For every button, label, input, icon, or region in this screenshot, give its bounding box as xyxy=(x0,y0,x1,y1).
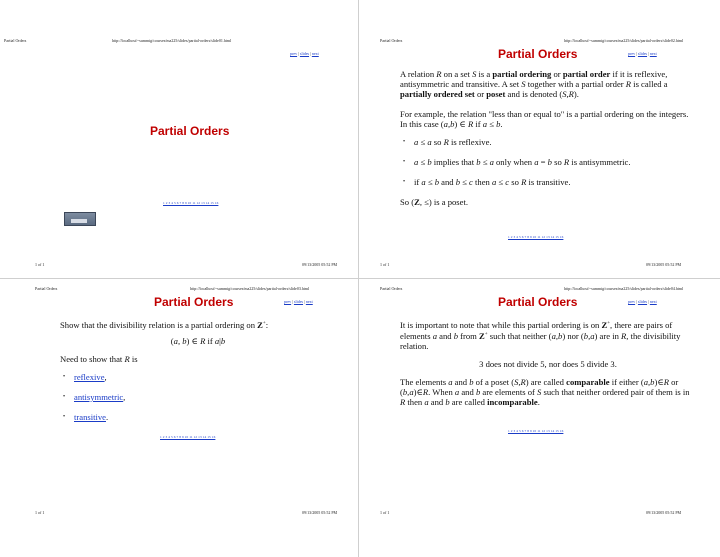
definition-paragraph: A relation R on a set S is a partial ordering or partial order if it is reflexive, antisymmetric and transitive. A set S together with a partial order R is called a partially ordered set or poset and is denoted (S,R). xyxy=(400,69,668,99)
page-number-links[interactable]: 1 2 3 4 5 6 7 8 9 10 11 12 13 14 15 16 xyxy=(508,235,564,239)
prev-link[interactable]: prev xyxy=(290,51,298,56)
next-link[interactable]: next xyxy=(311,51,319,56)
property-link-list xyxy=(60,372,336,422)
slide-nav: prev | slides | next xyxy=(628,51,657,56)
page-number-links[interactable]: 1 2 3 4 5 6 7 8 9 10 11 12 13 14 15 16 xyxy=(508,429,564,433)
slide-title: Partial Orders xyxy=(498,47,578,61)
list-item: • antisymmetric, xyxy=(60,392,336,402)
footer-page-count: 1 of 1 xyxy=(35,510,45,515)
slide-title: Partial Orders xyxy=(154,295,234,309)
header-title: Partial Orders xyxy=(4,38,27,43)
header-url: http://localhost/~summig/courses/ma225/slides/partial-orders/slide03.html xyxy=(190,286,310,291)
slide-thumbnail-icon[interactable] xyxy=(64,212,96,226)
slides-link[interactable]: slides xyxy=(637,51,648,56)
page-number-links[interactable]: 1 2 3 4 5 6 7 8 9 10 11 12 13 14 15 16 xyxy=(163,201,219,205)
list-item: • transitive. xyxy=(60,412,336,422)
slide-nav: prev | slides | next xyxy=(284,299,313,304)
intro-paragraph: Show that the divisibility relation is a partial ordering on Z+: xyxy=(60,319,269,330)
list-item: • a ≤ a so R is reflexive. xyxy=(400,137,696,147)
property-list xyxy=(400,137,696,187)
slide-body xyxy=(60,319,336,432)
slide-nav: prev | slides | next xyxy=(290,51,319,56)
list-item: • reflexive, xyxy=(60,372,336,382)
page-3 xyxy=(0,248,340,515)
header-title: Partial Orders xyxy=(35,286,58,291)
transitive-link[interactable]: transitive xyxy=(74,411,106,422)
print-header xyxy=(360,38,700,46)
header-url: http://localhost/~summig/courses/ma225/slides/partial-orders/slide04.html xyxy=(564,286,684,291)
slide-title: Partial Orders xyxy=(498,295,578,309)
next-link[interactable]: next xyxy=(305,299,313,304)
footer-datetime: 09/13/2005 05:52 PM xyxy=(646,510,682,515)
page-2 xyxy=(360,0,700,267)
comparability-paragraph: It is important to note that while this partial ordering is on Z+, there are pairs of elements a and b from Z+ such that neither (a,b) nor (b,a) are in R, the divisibility relation. xyxy=(400,319,681,351)
print-header xyxy=(0,286,340,294)
next-link[interactable]: next xyxy=(649,299,657,304)
header-title: Partial Orders xyxy=(380,286,403,291)
slide-body xyxy=(400,69,696,215)
prev-link[interactable]: prev xyxy=(628,51,636,56)
example-paragraph: For example, the relation "less than or equal to" is a partial ordering on the integers. In this case (a,b) ∈ R if a ≤ b. xyxy=(400,109,689,129)
next-link[interactable]: next xyxy=(649,51,657,56)
slide-title: Partial Orders xyxy=(150,124,230,138)
print-header xyxy=(0,38,340,46)
prev-link[interactable]: prev xyxy=(628,299,636,304)
horizontal-page-divider xyxy=(0,278,720,279)
list-item: • if a ≤ b and b ≤ c then a ≤ c so R is transitive. xyxy=(400,177,696,187)
reflexive-link[interactable]: reflexive xyxy=(74,371,105,382)
footer-page-count: 1 of 1 xyxy=(380,510,390,515)
slide-nav: prev | slides | next xyxy=(628,299,657,304)
slide-body xyxy=(400,319,696,415)
header-url: http://localhost/~summig/courses/ma225/slides/partial-orders/slide02.html xyxy=(564,38,684,43)
slides-link[interactable]: slides xyxy=(637,299,648,304)
definition-paragraph: The elements a and b of a poset (S,R) are called comparable if either (a,b)∈R or (b,a)∈R. When a and b are elements of S such that neither ordered pair of them is in R then a and b are called incomparable. xyxy=(400,376,690,407)
formula: (a, b) ∈ R if a|b xyxy=(170,335,226,346)
slides-link[interactable]: slides xyxy=(293,299,304,304)
print-footer xyxy=(360,510,700,518)
page-1 xyxy=(0,0,340,267)
slides-link[interactable]: slides xyxy=(299,51,310,56)
need-to-show: Need to show that R is xyxy=(60,353,138,364)
conclusion-paragraph: So (Z, ≤) is a poset. xyxy=(400,197,468,207)
print-footer xyxy=(0,510,340,518)
footer-datetime: 09/13/2005 05:52 PM xyxy=(646,262,682,267)
footer-datetime: 09/13/2005 05:52 PM xyxy=(302,510,338,515)
footer-page-count: 1 of 1 xyxy=(380,262,390,267)
antisymmetric-link[interactable]: antisymmetric xyxy=(74,391,124,402)
footer-page-count: 1 of 1 xyxy=(35,262,45,267)
page-number-links[interactable]: 1 2 3 4 5 6 7 8 9 10 11 12 13 14 15 16 xyxy=(160,435,216,439)
page-4 xyxy=(360,248,700,515)
example-line: 3 does not divide 5, nor does 5 divide 3. xyxy=(479,358,617,369)
prev-link[interactable]: prev xyxy=(284,299,292,304)
header-title: Partial Orders xyxy=(380,38,403,43)
list-item: • a ≤ b implies that b ≤ a only when a = b so R is antisymmetric. xyxy=(400,157,696,167)
footer-datetime: 09/13/2005 05:52 PM xyxy=(302,262,338,267)
header-url: http://localhost/~summig/courses/ma225/slides/partial-orders/slide01.html xyxy=(112,38,232,43)
print-header xyxy=(360,286,700,294)
vertical-page-divider xyxy=(358,0,359,557)
